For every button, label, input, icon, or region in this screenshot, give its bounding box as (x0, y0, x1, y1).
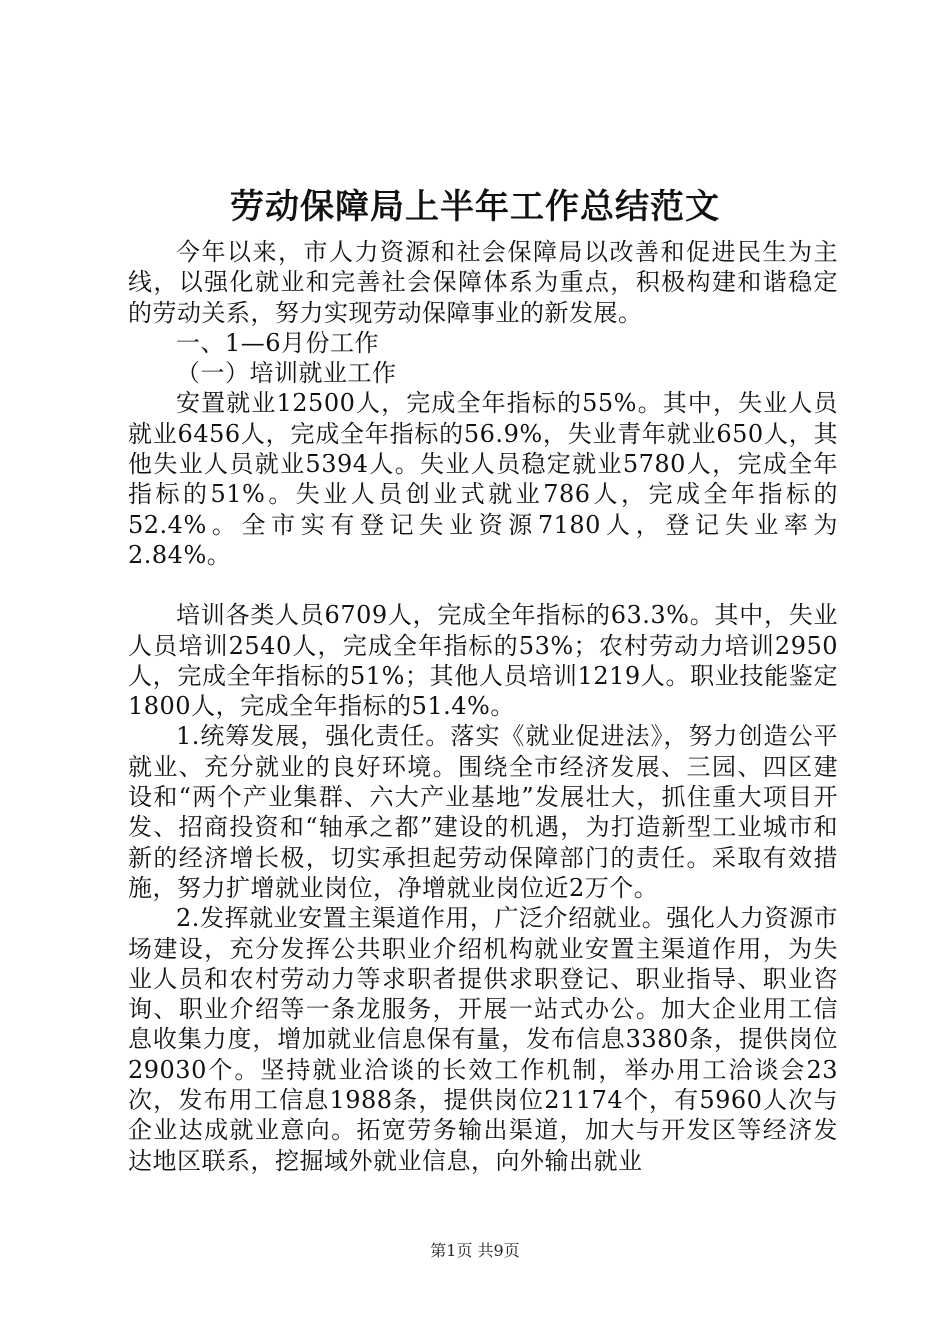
item-2-paragraph: 2.发挥就业安置主渠道作用，广泛介绍就业。强化人力资源市场建设，充分发挥公共职业介绍机构就业安置主渠道作用，为失业人员和农村劳动力等求职者提供求职登记、职业指导、职业咨询、职业介绍等一条龙服务，开展一站式办公。加大企业用工信息收集力度，增加就业信息保有量，发布信息3380条，提供岗位29030个。坚持就业洽谈的长效工作机制，举办用工洽谈会23次，发布用工信息1988条，提供岗位21174个，有5960人次与企业达成就业意向。拓宽劳务输出渠道，加大与开发区等经济发达地区联系，挖掘域外就业信息，向外输出就业 (128, 904, 838, 1175)
page-footer: 第1页 共9页 (430, 1241, 520, 1260)
subsection-heading: （一）培训就业工作 (176, 359, 397, 388)
training-paragraph: 培训各类人员6709人，完成全年指标的63.3%。其中，失业人员培训2540人，完成全年指标的53%；农村劳动力培训2950人，完成全年指标的51%；其他人员培训1219人。职业技能鉴定1800人，完成全年指标的51.4%。 (128, 601, 838, 721)
item-1-paragraph: 1.统筹发展，强化责任。落实《就业促进法》，努力创造公平就业、充分就业的良好环境。围绕全市经济发展、三园、四区建设和“两个产业集群、六大产业基地”发展壮大，抓住重大项目开发、招商投资和“轴承之都”建设的机遇，为打造新型工业城市和新的经济增长极，切实承担起劳动保障部门的责任。采取有效措施，努力扩增就业岗位，净增就业岗位近2万个。 (128, 722, 838, 902)
intro-paragraph: 今年以来，市人力资源和社会保障局以改善和促进民生为主线，以强化就业和完善社会保障体系为重点，积极构建和谐稳定的劳动关系，努力实现劳动保障事业的新发展。 (128, 238, 838, 327)
employment-paragraph: 安置就业12500人，完成全年指标的55%。其中，失业人员就业6456人，完成全年指标的56.9%，失业青年就业650人，其他失业人员就业5394人。失业人员稳定就业5780人，完成全年指标的51%。失业人员创业式就业786人，完成全年指标的52.4%。全市实有登记失业资源7180人，登记失业率为2.84%。 (128, 389, 838, 569)
document-body (128, 237, 838, 1176)
section-heading: 一、1—6月份工作 (176, 328, 380, 357)
document-title: 劳动保障局上半年工作总结范文 (230, 187, 720, 227)
